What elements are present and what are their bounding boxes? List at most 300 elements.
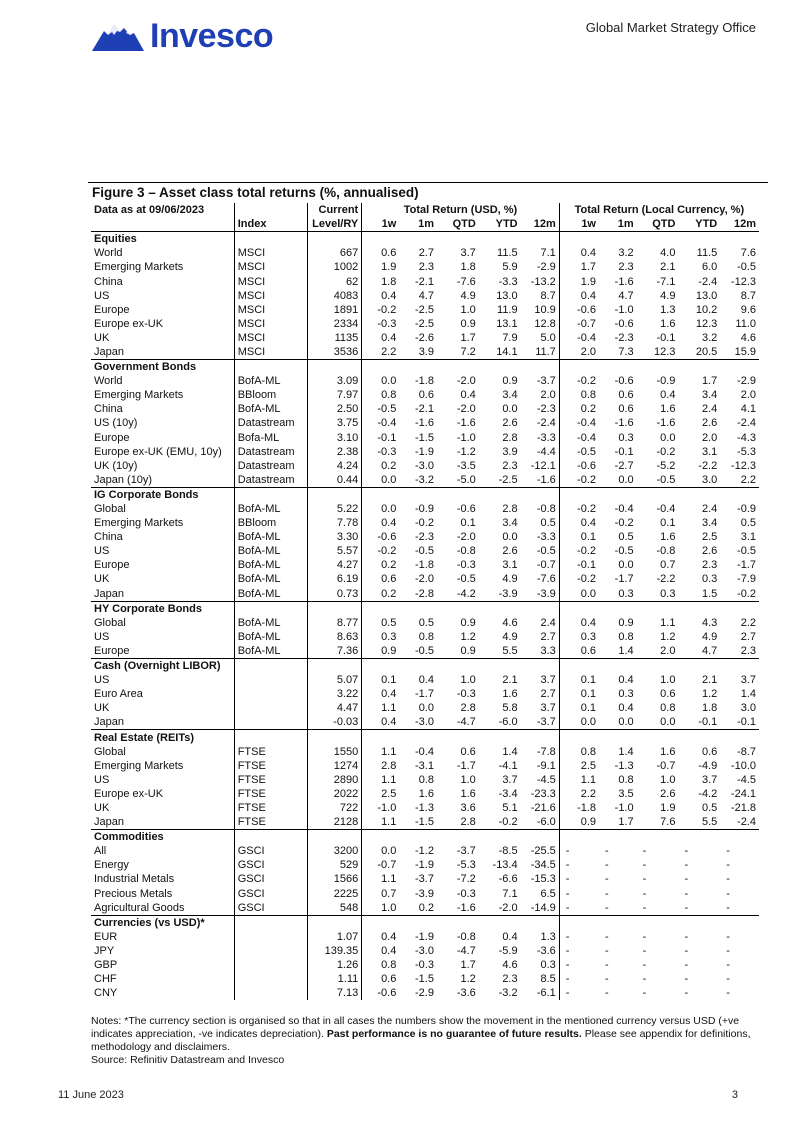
local-1w-header: 1w <box>559 217 599 232</box>
table-row <box>91 303 759 317</box>
return-cell: -4.9 <box>698 759 718 772</box>
return-cell: -8.5 <box>498 845 518 858</box>
return-cell: 0.4 <box>381 944 397 957</box>
table-row <box>91 544 759 558</box>
return-cell: 0.0 <box>618 716 634 729</box>
return-cell: 0.5 <box>701 801 718 814</box>
return-cell: -4.2 <box>698 787 718 800</box>
return-cell: 0.3 <box>660 587 676 600</box>
return-cell: 15.9 <box>734 345 756 358</box>
return-cell: 0.9 <box>618 616 634 629</box>
return-cell: - <box>605 987 609 1000</box>
return-cell: - <box>605 901 609 914</box>
return-cell: 13.0 <box>695 289 718 302</box>
return-cell: 4.6 <box>740 331 756 344</box>
return-cell: 0.0 <box>381 503 397 516</box>
header-row-2 <box>91 217 759 232</box>
level-cell: 1891 <box>307 303 361 317</box>
row-label: UK <box>94 331 110 344</box>
return-cell: 1.6 <box>660 403 676 416</box>
table-row <box>91 558 759 572</box>
return-cell: -0.9 <box>656 375 676 388</box>
return-cell: 1.7 <box>460 331 476 344</box>
level-cell: 2890 <box>307 773 361 787</box>
level-cell: 2022 <box>307 787 361 801</box>
return-cell: - <box>559 930 599 944</box>
return-cell: 11.0 <box>735 317 756 330</box>
section-title: IG Corporate Bonds <box>91 487 234 502</box>
level-cell: 1550 <box>307 745 361 759</box>
return-cell: 4.6 <box>502 959 518 972</box>
return-cell: -2.4 <box>737 417 756 430</box>
return-cell: -2.3 <box>536 403 556 416</box>
return-cell: - <box>726 873 730 886</box>
return-cell: -0.6 <box>456 503 476 516</box>
return-cell: 5.8 <box>502 702 518 715</box>
return-cell: -0.5 <box>559 445 599 459</box>
return-cell: - <box>642 987 647 1000</box>
level-cell: 5.07 <box>307 673 361 687</box>
return-cell: 12.8 <box>534 317 556 330</box>
table-row <box>91 445 759 459</box>
return-cell: 0.5 <box>740 517 756 530</box>
table-row <box>91 801 759 815</box>
return-cell: -1.8 <box>559 801 599 815</box>
invesco-logo <box>90 16 273 56</box>
return-cell: 0.4 <box>381 688 397 701</box>
return-cell: 3.4 <box>701 389 718 402</box>
return-cell: 4.7 <box>701 644 718 657</box>
return-cell: 2.5 <box>701 531 718 544</box>
index-cell: FTSE <box>234 773 307 787</box>
level-cell: 2334 <box>307 317 361 331</box>
return-cell: -0.4 <box>559 416 599 430</box>
return-cell: -2.4 <box>737 816 756 829</box>
level-cell: 5.57 <box>307 544 361 558</box>
return-cell: 7.6 <box>740 247 756 260</box>
return-cell: 0.8 <box>618 773 634 786</box>
return-cell: 3.1 <box>740 531 756 544</box>
return-cell: - <box>726 987 730 1000</box>
return-cell: -2.1 <box>415 403 434 416</box>
return-cell: -12.3 <box>730 275 756 288</box>
return-cell: 4.9 <box>502 630 518 643</box>
return-cell: -0.5 <box>456 573 476 586</box>
return-cell: -3.9 <box>498 587 518 600</box>
table-row <box>91 986 759 1000</box>
return-cell: - <box>726 859 730 872</box>
return-cell: -2.0 <box>415 573 434 586</box>
return-cell: -2.0 <box>498 901 518 914</box>
return-cell: 0.6 <box>381 973 397 986</box>
table-row <box>91 715 759 730</box>
return-cell: 0.6 <box>381 573 397 586</box>
return-cell: -0.4 <box>614 503 634 516</box>
return-cell: 12.3 <box>695 317 718 330</box>
row-label: Europe <box>94 644 130 657</box>
level-cell: 0.73 <box>307 587 361 602</box>
return-cell: -1.8 <box>415 375 434 388</box>
return-cell: 0.9 <box>502 375 518 388</box>
return-cell: - <box>559 986 599 1000</box>
row-label: China <box>94 403 123 416</box>
return-cell: -1.5 <box>415 431 434 444</box>
return-cell: 0.0 <box>381 473 397 486</box>
return-cell: -1.9 <box>415 930 434 943</box>
return-cell: 0.6 <box>559 644 599 659</box>
return-cell: -0.2 <box>737 587 756 600</box>
return-cell: 5.5 <box>502 644 518 657</box>
return-cell: -3.7 <box>536 716 556 729</box>
usd-ytd-header: YTD <box>479 217 521 232</box>
table-row <box>91 901 759 916</box>
index-cell: MSCI <box>234 289 307 303</box>
level-cell: 3.75 <box>307 416 361 430</box>
return-cell: 1.1 <box>559 773 599 787</box>
return-cell: 2.1 <box>502 674 518 687</box>
return-cell: -2.0 <box>456 403 476 416</box>
usd-1m-header: 1m <box>399 217 437 232</box>
return-cell: -0.1 <box>377 431 397 444</box>
level-cell: 4.27 <box>307 558 361 572</box>
table-row <box>91 616 759 630</box>
row-label: GBP <box>94 959 118 972</box>
row-label: Europe <box>94 559 130 572</box>
table-row <box>91 701 759 715</box>
return-cell: 3.9 <box>418 345 434 358</box>
return-cell: 0.3 <box>618 587 634 600</box>
return-cell: -0.4 <box>559 331 599 345</box>
return-cell: -21.6 <box>530 801 556 814</box>
return-cell: -0.4 <box>415 745 434 758</box>
return-cell: 0.2 <box>418 901 434 914</box>
return-cell: -1.2 <box>456 445 476 458</box>
section-title: HY Corporate Bonds <box>91 601 234 616</box>
level-cell: 4.24 <box>307 459 361 473</box>
return-cell: -13.2 <box>530 275 556 288</box>
return-cell: -0.5 <box>737 261 756 274</box>
table-row <box>91 473 759 488</box>
row-label: CHF <box>94 973 117 986</box>
return-cell: 0.8 <box>381 959 397 972</box>
return-cell: - <box>559 872 599 886</box>
table-row <box>91 773 759 787</box>
return-cell: 0.9 <box>559 815 599 830</box>
return-cell: 0.0 <box>660 716 676 729</box>
return-cell: -0.5 <box>614 545 634 558</box>
return-cell: 0.1 <box>381 674 397 687</box>
return-cell: -0.3 <box>456 688 476 701</box>
return-cell: 2.8 <box>502 503 518 516</box>
return-cell: 2.7 <box>740 630 756 643</box>
return-cell: 0.3 <box>701 573 718 586</box>
return-cell: -0.1 <box>614 445 634 458</box>
return-cell: 8.5 <box>540 973 556 986</box>
table-row <box>91 260 759 274</box>
return-cell: -3.6 <box>536 944 556 957</box>
return-cell: 7.9 <box>502 331 518 344</box>
row-label: Emerging Markets <box>94 261 184 274</box>
index-cell: MSCI <box>234 274 307 288</box>
return-cell: 3.7 <box>460 247 476 260</box>
return-cell: -0.9 <box>737 503 756 516</box>
index-cell: GSCI <box>234 872 307 886</box>
return-cell: -6.0 <box>498 716 518 729</box>
return-cell: -4.4 <box>536 445 556 458</box>
return-cell: 2.0 <box>701 431 718 444</box>
return-cell: - <box>684 887 689 900</box>
return-cell: -2.8 <box>415 587 434 600</box>
index-cell: GSCI <box>234 901 307 916</box>
table-row <box>91 416 759 430</box>
return-cell: 0.6 <box>418 389 434 402</box>
section-title: Currencies (vs USD)* <box>91 915 234 930</box>
return-cell: -12.3 <box>730 459 756 472</box>
return-cell: 20.5 <box>695 345 718 358</box>
local-12m-header: 12m <box>720 217 759 232</box>
return-cell: - <box>726 959 730 972</box>
section-header-row <box>91 830 759 845</box>
return-cell: -2.6 <box>415 331 434 344</box>
index-cell: MSCI <box>234 303 307 317</box>
row-label: US <box>94 289 110 302</box>
footer-date: 11 June 2023 <box>58 1089 124 1101</box>
return-cell: 0.4 <box>381 716 397 729</box>
level-cell: 7.13 <box>307 986 361 1000</box>
return-cell: 1.7 <box>618 816 634 829</box>
level-cell: 3536 <box>307 345 361 360</box>
return-cell: -34.5 <box>530 859 556 872</box>
return-cell: 1.6 <box>660 531 676 544</box>
index-cell: GSCI <box>234 858 307 872</box>
level-cell: 1.11 <box>307 972 361 986</box>
return-cell: -4.7 <box>456 944 476 957</box>
return-cell: 1.6 <box>660 745 676 758</box>
index-cell: BofA-ML <box>234 544 307 558</box>
return-cell: -3.2 <box>415 473 434 486</box>
return-cell: -1.8 <box>415 559 434 572</box>
table-row <box>91 289 759 303</box>
return-cell: 9.6 <box>740 303 756 316</box>
section-title: Cash (Overnight LIBOR) <box>91 659 234 674</box>
row-label: Precious Metals <box>94 887 173 900</box>
return-cell: -2.4 <box>698 275 718 288</box>
level-cell: 3.09 <box>307 374 361 388</box>
return-cell: 1.4 <box>502 745 518 758</box>
return-cell: 1.2 <box>460 630 476 643</box>
return-cell: - <box>642 930 647 943</box>
level-cell: 2.50 <box>307 402 361 416</box>
return-cell: 0.4 <box>381 289 397 302</box>
return-cell: -0.4 <box>559 431 599 445</box>
index-cell: GSCI <box>234 887 307 901</box>
return-cell: 1.7 <box>701 375 718 388</box>
row-label: JPY <box>94 944 115 957</box>
return-cell: 0.2 <box>381 459 397 472</box>
return-cell: -0.7 <box>559 317 599 331</box>
return-cell: 0.3 <box>618 688 634 701</box>
return-cell: 12.3 <box>654 345 676 358</box>
return-cell: 2.8 <box>381 759 397 772</box>
return-cell: 0.8 <box>618 630 634 643</box>
return-cell: 2.7 <box>540 688 556 701</box>
return-cell: -7.6 <box>536 573 556 586</box>
level-cell: 722 <box>307 801 361 815</box>
index-cell: Datastream <box>234 473 307 488</box>
return-cell: -0.2 <box>559 374 599 388</box>
return-cell: -0.3 <box>377 445 397 458</box>
return-cell: -0.6 <box>614 317 634 330</box>
return-cell: 0.1 <box>559 701 599 715</box>
index-cell: MSCI <box>234 246 307 260</box>
return-cell: 4.0 <box>660 247 676 260</box>
return-cell: 0.4 <box>618 702 634 715</box>
return-cell: 0.5 <box>618 531 634 544</box>
return-cell: 2.3 <box>502 459 518 472</box>
index-cell: BBloom <box>234 388 307 402</box>
index-cell: FTSE <box>234 787 307 801</box>
return-cell: 0.2 <box>559 402 599 416</box>
return-cell: 3.4 <box>502 389 518 402</box>
row-label: Europe ex-UK <box>94 787 164 800</box>
return-cell: 2.6 <box>502 417 518 430</box>
return-cell: 0.1 <box>660 517 676 530</box>
return-cell: -3.2 <box>498 987 518 1000</box>
return-cell: 2.3 <box>701 559 718 572</box>
row-label: China <box>94 275 123 288</box>
return-cell: 0.3 <box>540 959 556 972</box>
return-cell: -0.8 <box>456 545 476 558</box>
return-cell: - <box>726 944 730 957</box>
return-cell: -1.6 <box>656 417 676 430</box>
return-cell: 10.2 <box>695 303 718 316</box>
table-row <box>91 459 759 473</box>
index-cell: BofA-ML <box>234 616 307 630</box>
section-header-row <box>91 659 759 674</box>
index-cell: GSCI <box>234 844 307 858</box>
return-cell: 1.2 <box>701 688 718 701</box>
return-cell: 1.1 <box>381 702 397 715</box>
return-cell: -1.6 <box>456 901 476 914</box>
return-cell: -0.5 <box>656 473 676 486</box>
return-cell: -0.2 <box>377 303 397 316</box>
return-cell: -0.1 <box>737 716 756 729</box>
return-cell: -0.3 <box>456 887 476 900</box>
table-row <box>91 402 759 416</box>
row-label: UK <box>94 702 110 715</box>
return-cell: -6.0 <box>536 816 556 829</box>
return-cell: 6.5 <box>540 887 556 900</box>
section-header-row <box>91 730 759 745</box>
return-cell: 0.8 <box>418 630 434 643</box>
return-cell: 3.5 <box>618 787 634 800</box>
return-cell: - <box>559 844 599 858</box>
return-cell: 0.4 <box>559 616 599 630</box>
return-cell: 8.7 <box>540 289 556 302</box>
index-cell <box>234 972 307 986</box>
return-cell: -3.9 <box>415 887 434 900</box>
row-label: Emerging Markets <box>94 389 184 402</box>
return-cell: 4.3 <box>701 616 718 629</box>
index-cell: MSCI <box>234 331 307 345</box>
return-cell: 2.6 <box>701 545 718 558</box>
table-row <box>91 572 759 586</box>
return-cell: - <box>684 930 689 943</box>
row-label: US <box>94 545 110 558</box>
return-cell: 0.4 <box>618 674 634 687</box>
return-cell: -1.3 <box>614 759 634 772</box>
notes-warning: Past performance is no guarantee of future results. <box>326 1028 582 1040</box>
level-cell: 548 <box>307 901 361 916</box>
return-cell: 1.4 <box>618 745 634 758</box>
index-cell: BofA-ML <box>234 530 307 544</box>
table-row <box>91 374 759 388</box>
return-cell: 0.4 <box>418 674 434 687</box>
return-cell: 3.7 <box>701 773 718 786</box>
level-cell: 7.36 <box>307 644 361 659</box>
title-rule <box>88 182 768 183</box>
return-cell: 3.7 <box>740 674 756 687</box>
level-cell: 4.47 <box>307 701 361 715</box>
level-cell: 529 <box>307 858 361 872</box>
return-cell: 0.4 <box>381 930 397 943</box>
level-cell: 2.38 <box>307 445 361 459</box>
current-header: Current <box>307 203 361 217</box>
return-cell: -0.9 <box>415 503 434 516</box>
return-cell: 2.8 <box>460 816 476 829</box>
return-cell: 0.3 <box>618 431 634 444</box>
section-title: Government Bonds <box>91 360 234 375</box>
row-label: Japan <box>94 345 124 358</box>
return-cell: -0.5 <box>377 403 397 416</box>
row-label: World <box>94 247 123 260</box>
return-cell: -2.5 <box>415 317 434 330</box>
index-cell: BofA-ML <box>234 374 307 388</box>
return-cell: 2.4 <box>701 403 718 416</box>
table-row <box>91 972 759 986</box>
table-row <box>91 431 759 445</box>
row-label: Europe ex-UK <box>94 317 164 330</box>
return-cell: -0.7 <box>377 859 397 872</box>
row-label: Emerging Markets <box>94 517 184 530</box>
return-cell: 0.0 <box>559 587 599 602</box>
return-cell: -0.5 <box>415 644 434 657</box>
return-cell: - <box>726 901 730 914</box>
return-cell: 0.4 <box>381 331 397 344</box>
return-cell: 10.9 <box>534 303 556 316</box>
level-cell: 3200 <box>307 844 361 858</box>
return-cell: -2.3 <box>415 531 434 544</box>
return-cell: -0.3 <box>377 317 397 330</box>
table-row <box>91 246 759 260</box>
return-cell: -1.7 <box>614 573 634 586</box>
return-cell: 4.9 <box>460 289 476 302</box>
return-cell: 3.4 <box>502 517 518 530</box>
return-cell: -7.6 <box>456 275 476 288</box>
return-cell: 2.2 <box>740 616 756 629</box>
return-cell: 0.7 <box>381 887 397 900</box>
return-cell: -0.8 <box>656 545 676 558</box>
return-cell: - <box>642 859 647 872</box>
usd-12m-header: 12m <box>521 217 560 232</box>
index-cell <box>234 715 307 730</box>
return-cell: - <box>684 873 689 886</box>
index-cell: FTSE <box>234 759 307 773</box>
level-cell: -0.03 <box>307 715 361 730</box>
index-cell: MSCI <box>234 317 307 331</box>
return-cell: 0.2 <box>381 559 397 572</box>
return-cell: -1.6 <box>456 417 476 430</box>
